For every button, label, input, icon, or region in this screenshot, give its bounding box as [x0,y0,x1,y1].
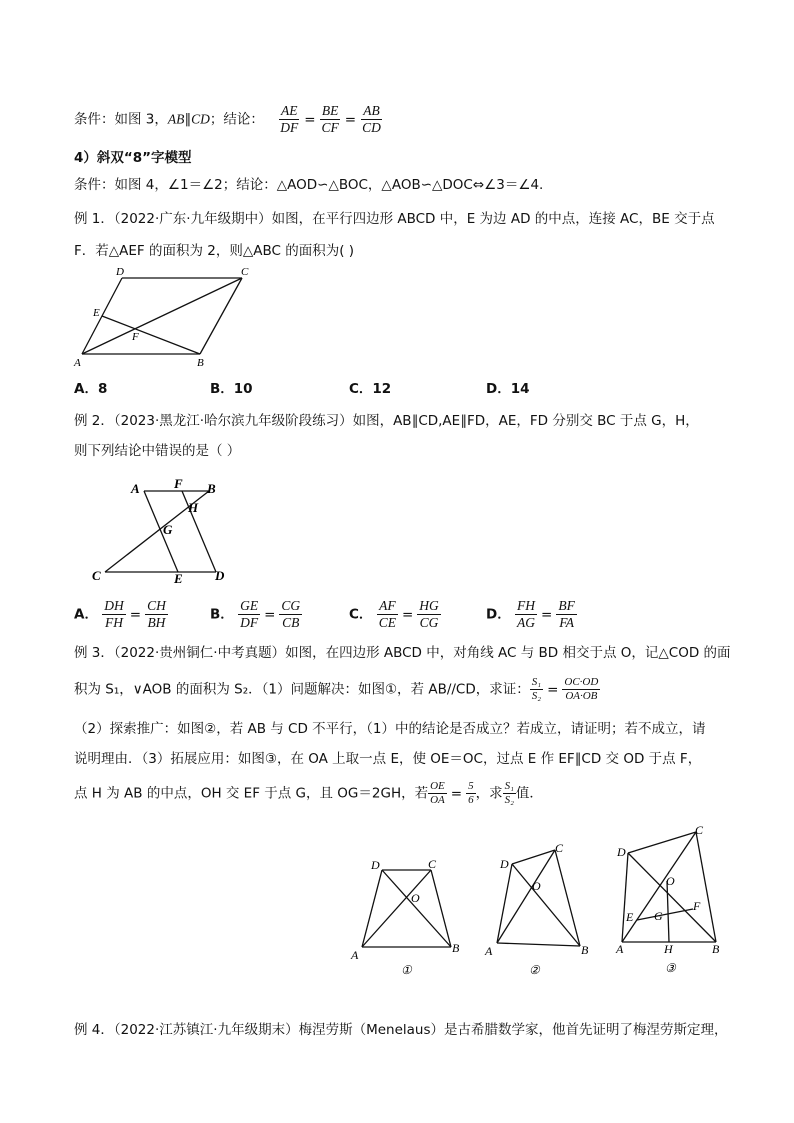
ex1-option-d[interactable]: D．14 [486,381,530,397]
fig1-label-B: B [452,941,460,955]
cond3-eq2: = [344,111,357,128]
ex1-option-c[interactable]: C．12 [349,381,392,397]
fig3-label-A: A [616,942,624,956]
model4-cond: 条件：如图 4，∠1＝∠2；结论：△AOD∽△BOC，△AOB∽△DOC⇔∠3＝∠4. [74,177,544,193]
ex3-figure-3 [610,820,735,980]
ex1-label-C: C [241,266,249,278]
ex1-label-D: D [116,266,124,278]
fig1-label-D: D [371,858,380,872]
model4-title: 4）斜双“8”字模型 [74,150,192,166]
fig2-label-C: C [555,841,564,855]
fig1-caption: ① [401,963,412,977]
fig3-label-F: F [693,899,701,913]
cond3-ab: AB [167,111,185,127]
cond3-prefix: 条件：如图 3， [74,111,168,128]
ex1-label-E: E [93,307,100,319]
fig1-label-C: C [428,857,437,871]
cond3-cd: CD [191,111,210,127]
fig2-label-A: A [485,944,493,958]
ex4-line1: 例 4．（2022·江苏镇江·九年级期末）梅涅劳斯（Menelaus）是古希腊数学家，他首先证明了梅涅劳斯定理， [74,1022,728,1038]
ex1-label-F: F [132,331,139,343]
fig2-label-B: B [581,943,589,957]
cond3-eq1: = [304,111,316,128]
cond3-mid: ；结论： [209,111,264,128]
ex2-option-b[interactable]: B． $\frac{GE}{DF}$ = $\frac{CG}{CB}$ [210,598,301,630]
ex3-line5: 点 H 为 AB 的中点，OH 交 EF 于点 G，且 OG＝2GH，若 $\frac{OE}{OA}$ = $\frac{5}{6}$ ，求 $\frac{\text{S₁}}{\text{S₂}}$ 值． [74,780,543,806]
fig3-caption: ③ [665,961,676,975]
fig2-label-D: D [500,857,509,871]
ex2-label-B: B [207,481,216,496]
cond3-frac3: $\frac{AB}{CD}$ [362,103,381,135]
ex2-option-a[interactable]: A． $\frac{DH}{FH}$ = $\frac{CH}{BH}$ [74,598,166,630]
fig3-label-O: O [666,874,675,888]
fig3-label-B: B [712,942,720,956]
ex3-line1: 例 3．（2022·贵州铜仁·中考真题）如图，在四边形 ABCD 中，对角线 AC 与 BD 相交于点 O，记△COD 的面 [74,645,731,661]
cond3-frac2: $\frac{BE}{CF}$ [321,103,339,135]
fig1-label-A: A [351,948,359,962]
ex2-figure [88,474,238,586]
ex1-figure [70,262,270,372]
fig2-label-O: O [532,879,541,893]
ex3-line3: （2）探索推广：如图②，若 AB 与 CD 不平行，（1）中的结论是否成立？若成立，请证明；若不成立，请 [74,721,706,737]
ex3-figure-2 [480,838,595,980]
fig1-label-O: O [411,891,420,905]
ex1-option-b[interactable]: B．10 [210,381,253,397]
cond3-par: ∥ [184,111,192,128]
fig2-caption: ② [529,963,540,977]
ex1-line2: F．若△AEF 的面积为 2，则△ABC 的面积为( ) [74,243,355,259]
ex2-label-G: G [163,522,173,537]
fig3-label-G: G [654,909,663,923]
cond3-line [74,103,383,136]
ex2-label-C: C [92,568,101,583]
ex1-option-a[interactable]: A．8 [74,381,108,397]
ex2-line1: 例 2．（2023·黑龙江·哈尔滨九年级阶段练习）如图，AB∥CD,AE∥FD，AE，FD 分别交 BC 于点 G，H， [74,413,699,429]
ex1-line1: 例 1．（2022·广东·九年级期中）如图，在平行四边形 ABCD 中，E 为边 AD 的中点，连接 AC，BE 交于点 [74,211,715,227]
fig3-label-H: H [664,942,673,956]
ex2-label-D: D [215,568,225,583]
ex2-label-A: A [131,481,140,496]
fig3-label-D: D [617,845,626,859]
ex2-label-H: H [188,500,199,515]
ex2-option-d[interactable]: D． $\frac{FH}{AG}$ = $\frac{BF}{FA}$ [486,598,575,630]
fig3-label-E: E [626,910,634,924]
ex2-label-E: E [174,571,183,586]
ex2-option-c[interactable]: C． $\frac{AF}{CE}$ = $\frac{HG}{CG}$ [349,598,439,630]
ex3-line4: 说明理由．（3）拓展应用：如图③，在 OA 上取一点 E，使 OE＝OC，过点 E 作 EF∥CD 交 OD 于点 F， [74,751,702,767]
cond3-frac1: $\frac{AE}{DF}$ [280,103,299,135]
ex2-line2: 则下列结论中错误的是（ ） [74,443,241,459]
ex2-label-F: F [174,476,183,491]
ex1-label-B: B [197,357,204,369]
ex3-line2: 积为 S₁，∨AOB 的面积为 S₂．（1）问题解决：如图①，若 AB//CD，求证： $\frac{\text{S₁}}{\text{S₂}}$ = $\frac{OC\cdot OD}{OA\cdot OB}$ [74,676,599,702]
ex3-figure-1 [345,852,470,980]
ex1-label-A: A [74,357,81,369]
fig3-label-C: C [695,823,704,837]
